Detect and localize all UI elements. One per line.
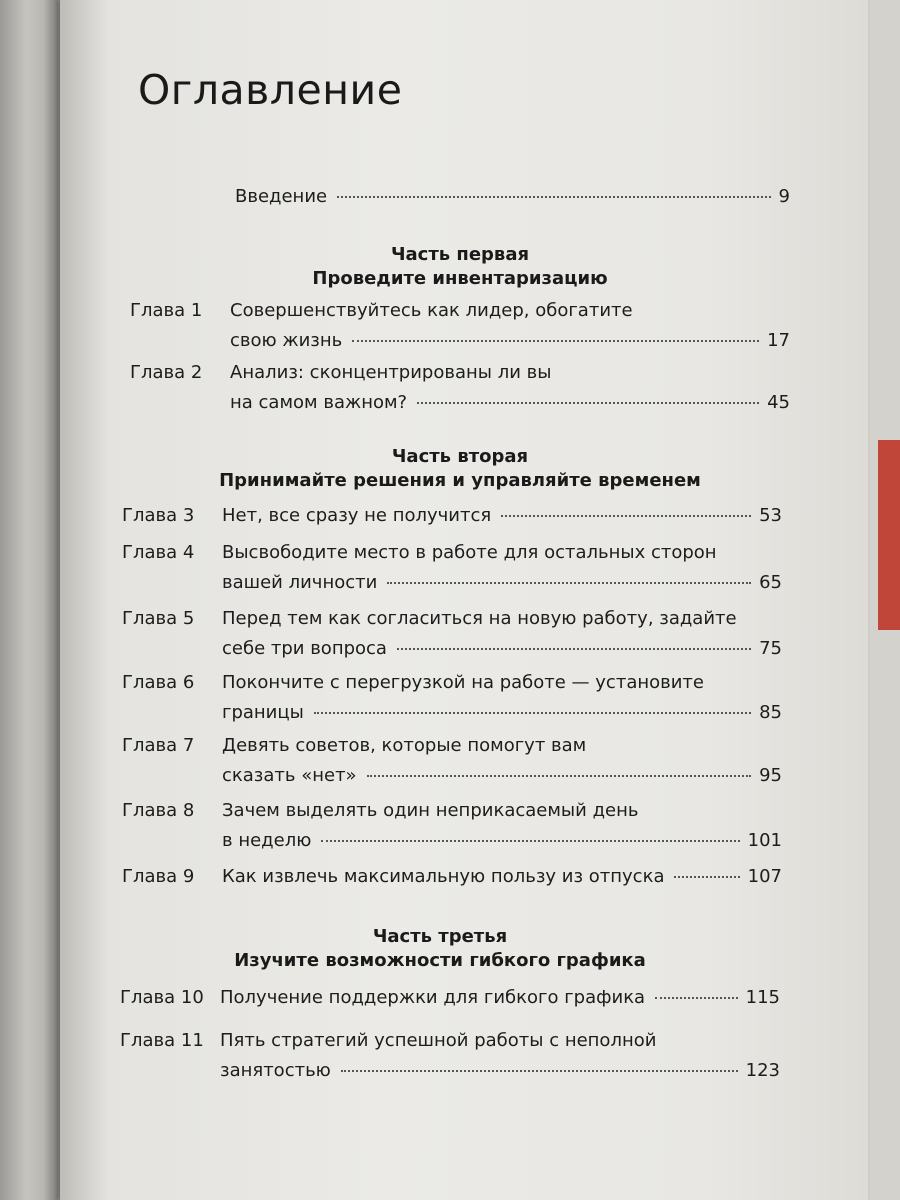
toc-entry-chapter[interactable] [50,1030,790,1090]
toc-page-number: 107 [747,866,782,887]
toc-page-number: 9 [778,186,790,207]
chapter-number: Глава 6 [122,672,195,693]
chapter-number: Глава 11 [120,1030,204,1051]
chapter-title-line: Высвободите место в работе для остальных сторон [222,542,717,563]
chapter-number: Глава 8 [122,800,195,821]
leader-dots [321,840,739,842]
toc-entry-chapter[interactable] [52,866,792,926]
part-heading [70,244,850,289]
chapter-number: Глава 10 [120,987,204,1008]
toc-entry-chapter[interactable] [52,542,792,602]
toc-entry-chapter[interactable] [52,800,792,860]
chapter-title-line: Пять стратегий успешной работы с неполной [220,1030,657,1051]
part-label: Часть вторая [391,446,529,467]
leader-dots [337,196,770,198]
chapter-number: Глава 3 [122,505,195,526]
chapter-title-line: Покончите с перегрузкой на работе — установите [222,672,704,693]
toc-entry-line [220,987,780,1008]
toc-entry-line [222,765,782,786]
toc-page-number: 65 [759,572,782,593]
chapter-title-line: в неделю [222,830,312,851]
part-heading [70,446,850,491]
chapter-number: Глава 7 [122,735,195,756]
toc-page-number: 101 [747,830,782,851]
leader-dots [341,1070,738,1072]
chapter-title-line: свою жизнь [230,330,343,351]
chapter-title-line: Анализ: сконцентрированы ли вы [230,362,552,383]
toc-page-number: 85 [759,702,782,723]
leader-dots [417,402,759,404]
toc-entry-chapter[interactable] [52,672,792,732]
leader-dots [352,340,759,342]
chapter-title-line: Получение поддержки для гибкого графика [220,987,646,1008]
chapter-number: Глава 4 [122,542,195,563]
part-subtitle: Проведите инвентаризацию [312,268,608,289]
toc-entry-line [222,572,782,593]
part-label: Часть первая [390,244,530,265]
leader-dots [314,712,751,714]
chapter-title-line: Совершенствуйтесь как лидер, обогатите [230,300,633,321]
part-heading [50,926,830,971]
toc-page-number: 45 [767,392,790,413]
chapter-title-line: границы [222,702,304,723]
chapter-number: Глава 2 [130,362,203,383]
toc-entry-chapter[interactable] [60,362,800,422]
part-subtitle: Изучите возможности гибкого графика [234,950,646,971]
toc-entry-chapter[interactable] [60,300,800,360]
toc-entry-line [222,638,782,659]
toc-entry-line [235,186,790,207]
chapter-title-line: Как извлечь максимальную пользу из отпуска [222,866,665,887]
toc-page-number: 75 [759,638,782,659]
chapter-title-line: Девять советов, которые помогут вам [222,735,587,756]
part-label: Часть третья [372,926,508,947]
toc-entry-line [220,1060,780,1081]
page-title: Оглавление [138,66,403,114]
leader-dots [397,648,751,650]
chapter-title-line: Нет, все сразу не получится [222,505,492,526]
toc-entry-line [230,392,790,413]
chapter-title-line: занятостью [220,1060,331,1081]
toc-entry-chapter[interactable] [52,608,792,668]
toc-entry-line [222,702,782,723]
chapter-number: Глава 1 [130,300,203,321]
toc-entry-line [222,505,782,526]
leader-dots [655,997,738,999]
part-subtitle: Принимайте решения и управляйте временем [219,470,701,491]
chapter-number: Глава 9 [122,866,195,887]
chapter-title-line: на самом важном? [230,392,408,413]
toc-entry-title: Введение [235,186,328,207]
toc-page-number: 53 [759,505,782,526]
toc-entry-intro[interactable] [60,186,800,246]
leader-dots [387,582,751,584]
book-page [60,0,868,1200]
toc-entry-line [222,866,782,887]
chapter-title-line: Перед тем как согласиться на новую работу, задайте [222,608,737,629]
leader-dots [674,876,739,878]
chapter-number: Глава 5 [122,608,195,629]
toc-entry-line [230,330,790,351]
chapter-title-line: сказать «нет» [222,765,357,786]
chapter-title-line: вашей личности [222,572,378,593]
toc-page-number: 115 [745,987,780,1008]
toc-page-number: 123 [745,1060,780,1081]
toc-entry-line [222,830,782,851]
chapter-title-line: себе три вопроса [222,638,387,659]
toc-page-number: 17 [767,330,790,351]
leader-dots [501,515,751,517]
background-red-object [878,440,900,630]
chapter-title-line: Зачем выделять один неприкасаемый день [222,800,639,821]
toc-entry-chapter[interactable] [52,735,792,795]
leader-dots [367,775,752,777]
toc-page-number: 95 [759,765,782,786]
